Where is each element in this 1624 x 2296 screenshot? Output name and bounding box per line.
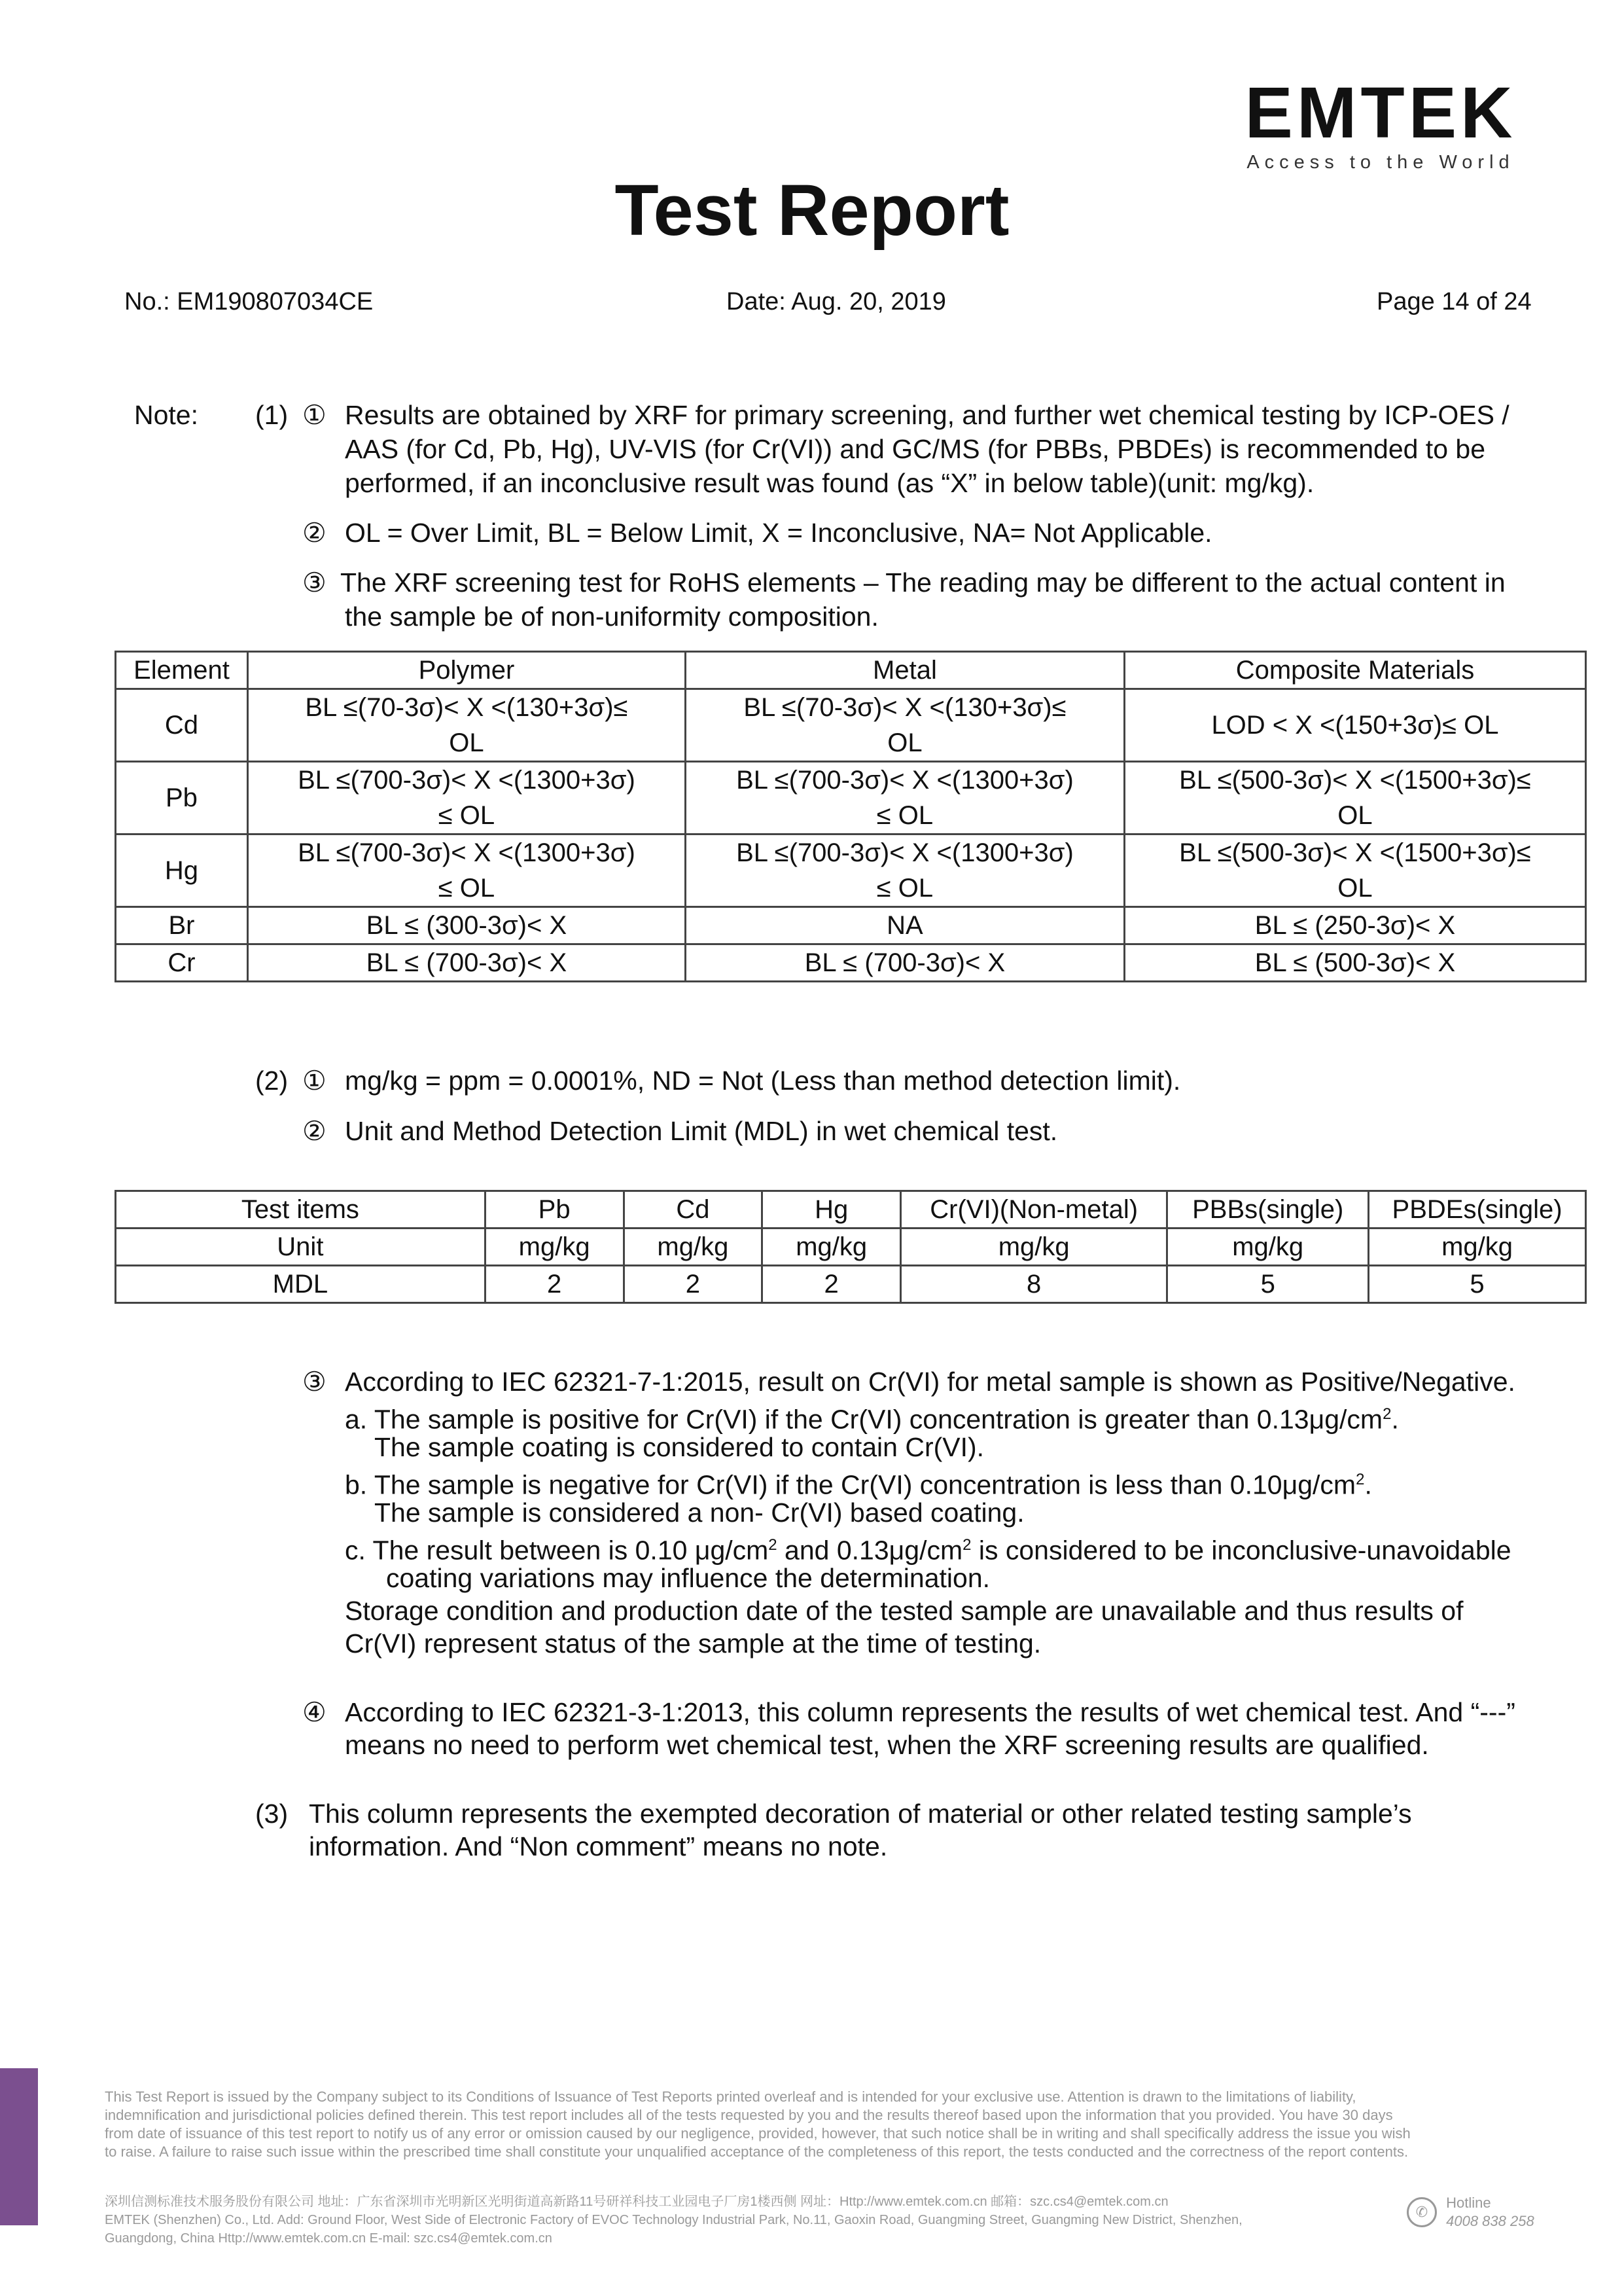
storage-line2: Cr(VI) represent status of the sample at the time of testing. [345,1628,1042,1659]
note1-circle-1: ① [302,400,327,430]
element-cell: Br [116,907,248,944]
logo-tagline: Access to the World [1246,152,1515,173]
table-cell: Cd [624,1191,762,1229]
note1-line1: Results are obtained by XRF for primary screening, and further wet chemical testing by ICP-OES / [345,400,1509,430]
storage-line1: Storage condition and production date of the tested sample are unavailable and thus results of [345,1596,1464,1626]
report-number: No.: EM190807034CE [124,288,374,315]
table-row [116,1229,1586,1266]
xrf-limits-table [115,651,1587,982]
table-cell: mg/kg [1369,1229,1586,1266]
note3-line1: This column represents the exempted decoration of material or other related testing sample’s [309,1799,1412,1829]
table-cell: PBDEs(single) [1369,1191,1586,1229]
limit-cell: BL ≤(700-3σ)< X <(1300+3σ) ≤ OL [247,834,685,907]
header-cell: Composite Materials [1124,652,1585,689]
table-cell: PBBs(single) [1167,1191,1369,1229]
limit-cell: BL ≤(70-3σ)< X <(130+3σ)≤ OL [685,689,1124,762]
limit-cell: BL ≤(500-3σ)< X <(1500+3σ)≤ OL [1124,762,1585,834]
note3-number: (3) [255,1799,289,1829]
note1-line4: OL = Over Limit, BL = Below Limit, X = Inconclusive, NA= Not Applicable. [345,518,1212,548]
cr-vi-intro: According to IEC 62321-7-1:2015, result on Cr(VI) for metal sample is shown as Positive/Negative. [345,1367,1515,1397]
footer-disclaimer: This Test Report is issued by the Company subject to its Conditions of Issuance of Test Reports printed overleaf and is intended for your exclusive use. Attention is drawn to the limitations of liability, indemnification and jurisdictional policies defined therein. This test report includes all of the tests requested by you and the results thereof based upon the information that you provided. You have 30 days from date of issuance of this test report to notify us of any error or omission caused by our negligence, provided, however, that such notice shall be in writing and shall specifically address the issue you wish to raise. A failure to raise such issue within the prescribed time shall constitute your unqualified acceptance of the completeness of this report, the tests conducted and the correctness of the report contents. [105,2089,1411,2160]
table-cell: Unit [116,1229,485,1266]
page-number: Page 14 of 24 [1377,288,1532,315]
element-cell: Cr [116,944,248,982]
table-row [116,907,1586,944]
table-cell: 2 [624,1266,762,1303]
table-row [116,1191,1586,1229]
table-cell: Cr(VI)(Non-metal) [901,1191,1167,1229]
note2-number: (2) [255,1066,289,1096]
limit-cell: BL ≤(700-3σ)< X <(1300+3σ) ≤ OL [685,834,1124,907]
cr-vi-item-a-detail: The sample coating is considered to contain Cr(VI). [374,1432,985,1462]
note2-circle-1: ① [302,1066,327,1096]
note1-line6: the sample be of non-uniformity composition. [345,601,879,632]
note1-circle-2: ② [302,518,327,548]
table-cell: 5 [1167,1266,1369,1303]
limit-cell: BL ≤ (250-3σ)< X [1124,907,1585,944]
header-cell: Element [116,652,248,689]
table-cell: mg/kg [1167,1229,1369,1266]
logo-text: EMTEK [1244,73,1517,153]
limit-cell: BL ≤(500-3σ)< X <(1500+3σ)≤ OL [1124,834,1585,907]
limit-cell: BL ≤ (500-3σ)< X [1124,944,1585,982]
cr-vi-item-b-detail: The sample is considered a non- Cr(VI) based coating. [374,1498,1025,1528]
limit-cell: LOD < X <(150+3σ)≤ OL [1124,689,1585,762]
side-accent-bar [0,2068,38,2225]
mdl-table [115,1190,1587,1304]
table-cell: mg/kg [485,1229,624,1266]
table-cell: 2 [762,1266,901,1303]
limit-cell: BL ≤(700-3σ)< X <(1300+3σ) ≤ OL [247,762,685,834]
table-cell: MDL [116,1266,485,1303]
limit-cell: BL ≤(70-3σ)< X <(130+3σ)≤ OL [247,689,685,762]
element-cell: Hg [116,834,248,907]
table-header-row [116,652,1586,689]
limit-cell: BL ≤ (300-3σ)< X [247,907,685,944]
report-date: Date: Aug. 20, 2019 [726,288,946,315]
note1-line3: performed, if an inconclusive result was found (as “X” in below table)(unit: mg/kg). [345,468,1315,498]
table-cell: mg/kg [624,1229,762,1266]
report-title: Test Report [614,170,1010,251]
limit-cell: BL ≤ (700-3σ)< X [685,944,1124,982]
note3-line2: information. And “Non comment” means no note. [309,1831,888,1861]
table-cell: Test items [116,1191,485,1229]
table-cell: 5 [1369,1266,1586,1303]
note1-circle-3: ③ [302,567,327,598]
note1-line2: AAS (for Cd, Pb, Hg), UV-VIS (for Cr(VI)) and GC/MS (for PBBs, PBDEs) is recommended to be [345,434,1486,464]
limit-cell: BL ≤ (700-3σ)< X [247,944,685,982]
note2-circle-2: ② [302,1116,327,1146]
hotline-block [1407,2194,1534,2231]
table-cell: mg/kg [901,1229,1167,1266]
table-cell: mg/kg [762,1229,901,1266]
limit-cell: BL ≤(700-3σ)< X <(1300+3σ) ≤ OL [685,762,1124,834]
note2-line1: mg/kg = ppm = 0.0001%, ND = Not (Less than method detection limit). [345,1066,1181,1096]
table-row [116,1266,1586,1303]
wet-chem-line2: means no need to perform wet chemical test, when the XRF screening results are qualified. [345,1730,1429,1760]
table-cell: 2 [485,1266,624,1303]
cr-vi-item-b: b. The sample is negative for Cr(VI) if the Cr(VI) concentration is less than $0.10\mu g/cm^2$. [345,1469,1372,1500]
footer-company: 深圳信测标准技术服务股份有限公司 地址：广东省深圳市光明新区光明街道高新路11号研祥科技工业园电子厂房1楼西侧 网址：Http://www.emtek.com.cn 邮箱：szc.cs4@emtek.com.cn EMTEK (Shenzhen) Co., Ltd. Add: Ground Floor, West Side of Electronic Factory of EVOC Technology Industrial Park, No.11, Gaoxin Road, Guangming Street, Guangming New District, Shenzhen, Guangdong, China Http://www.emtek.com.cn E-mail: szc.cs4@emtek.com.cn [105,2195,1243,2246]
hotline-number: 4008 838 258 [1446,2213,1534,2229]
note2-circle-3: ③ [302,1367,327,1397]
cr-vi-item-a: a. The sample is positive for Cr(VI) if the Cr(VI) concentration is greater than $0.13\mu g/cm^2$. [345,1404,1399,1435]
table-row [116,762,1586,834]
element-cell: Cd [116,689,248,762]
wet-chem-line1: According to IEC 62321-3-1:2013, this column represents the results of wet chemical test. And “---” [345,1697,1515,1727]
note2-line2: Unit and Method Detection Limit (MDL) in wet chemical test. [345,1116,1058,1146]
table-row [116,834,1586,907]
header-cell: Polymer [247,652,685,689]
limit-cell: NA [685,907,1124,944]
note1-line5: The XRF screening test for RoHS elements – The reading may be different to the actual content in [340,567,1506,598]
table-row [116,689,1586,762]
element-cell: Pb [116,762,248,834]
cr-vi-item-c-detail: coating variations may influence the determination. [386,1563,991,1593]
cr-vi-item-c: c. The result between is 0.10 $\mu g/cm^2$ and $0.13\mu g/cm^2$ is considered to be inconclusive-unavoidable [345,1535,1511,1566]
header-cell: Metal [685,652,1124,689]
table-row [116,944,1586,982]
company-logo [1224,73,1538,173]
table-cell: 8 [901,1266,1167,1303]
note1-number: (1) [255,400,289,430]
hotline-label: Hotline [1446,2195,1491,2211]
table-cell: Hg [762,1191,901,1229]
note2-circle-4: ④ [302,1697,327,1727]
note-label: Note: [134,400,198,430]
phone-icon: ✆ [1407,2197,1437,2227]
table-cell: Pb [485,1191,624,1229]
